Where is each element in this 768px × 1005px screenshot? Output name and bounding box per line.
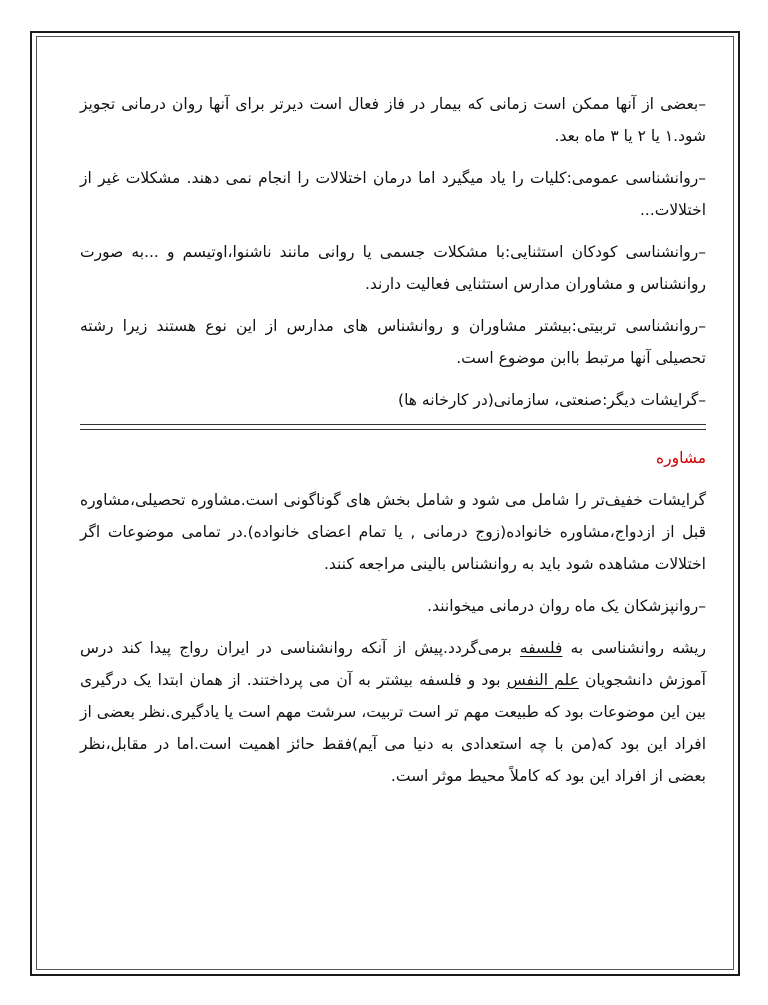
document-body — [80, 88, 706, 802]
history-text-2: برمی‌گردد.پیش از آنکه روانشناسی در ایران رواج پیدا کند درس آموزش دانشجویان — [80, 639, 706, 689]
underlined-term-philosophy: فلسفه — [519, 639, 563, 657]
paragraph-active-phase: –بعضی از آنها ممکن است زمانی که بیمار در فاز فعال است دیرتر برای آنها روان درمانی تجویز شود.۱ یا ۲ یا ۳ ماه بعد. — [80, 95, 706, 145]
paragraph-history — [80, 632, 706, 792]
underlined-term-psychology-of-soul: علم النفس — [506, 671, 579, 689]
history-text-3: بود و فلسفه بیشتر به آن می پرداختند. از همان ابتدا یک درگیری بین این موضوعات بود که طبیعت مهم تر است تربیت، سرشت مهم است یا یادگیری.نظر بعضی از افراد این بود که(من با چه استعدادی به دنیا می آیم)فقط حائز اهمیت است.اما در مقابل،نظر بعضی از افراد این بود که کاملاً محیط موثر است. — [80, 671, 706, 785]
paragraph-counseling: گرایشات خفیف‌تر را شامل می شود و شامل بخش های گوناگونی است.مشاوره تحصیلی،مشاوره قبل از ازدواج،مشاوره خانواده(زوج درمانی , یا تمام اعضای خانواده).در تمامی موضوعات اگر اختلالات مشاهده شود باید به روانشناس بالینی مراجعه کنند. — [80, 491, 706, 573]
paragraph-psychiatrists: –روانپزشکان یک ماه روان درمانی میخوانند. — [427, 597, 706, 615]
section-heading-counseling: مشاوره — [656, 449, 706, 467]
section-divider — [80, 424, 706, 430]
paragraph-educational-psychology: –روانشناسی تربیتی:بیشتر مشاوران و روانشناس های مدارس از این نوع هستند زیرا رشته تحصیلی آنها مرتبط باابن موضوع است. — [80, 317, 706, 367]
paragraph-exceptional-children: –روانشناسی کودکان استثنایی:با مشکلات جسمی یا روانی مانند ناشنوا،اوتیسم و ...به صورت روانشناس و مشاوران مدارس استثنایی فعالیت دارند. — [80, 243, 706, 293]
history-text-1: ریشه روانشناسی به — [562, 639, 706, 657]
paragraph-other-fields: –گرایشات دیگر:صنعتی، سازمانی(در کارخانه ها) — [398, 391, 706, 409]
paragraph-general-psychology: –روانشناسی عمومی:کلیات را یاد میگیرد اما درمان اختلالات را انجام نمی دهند. مشکلات غیر از اختلالات... — [80, 169, 706, 219]
